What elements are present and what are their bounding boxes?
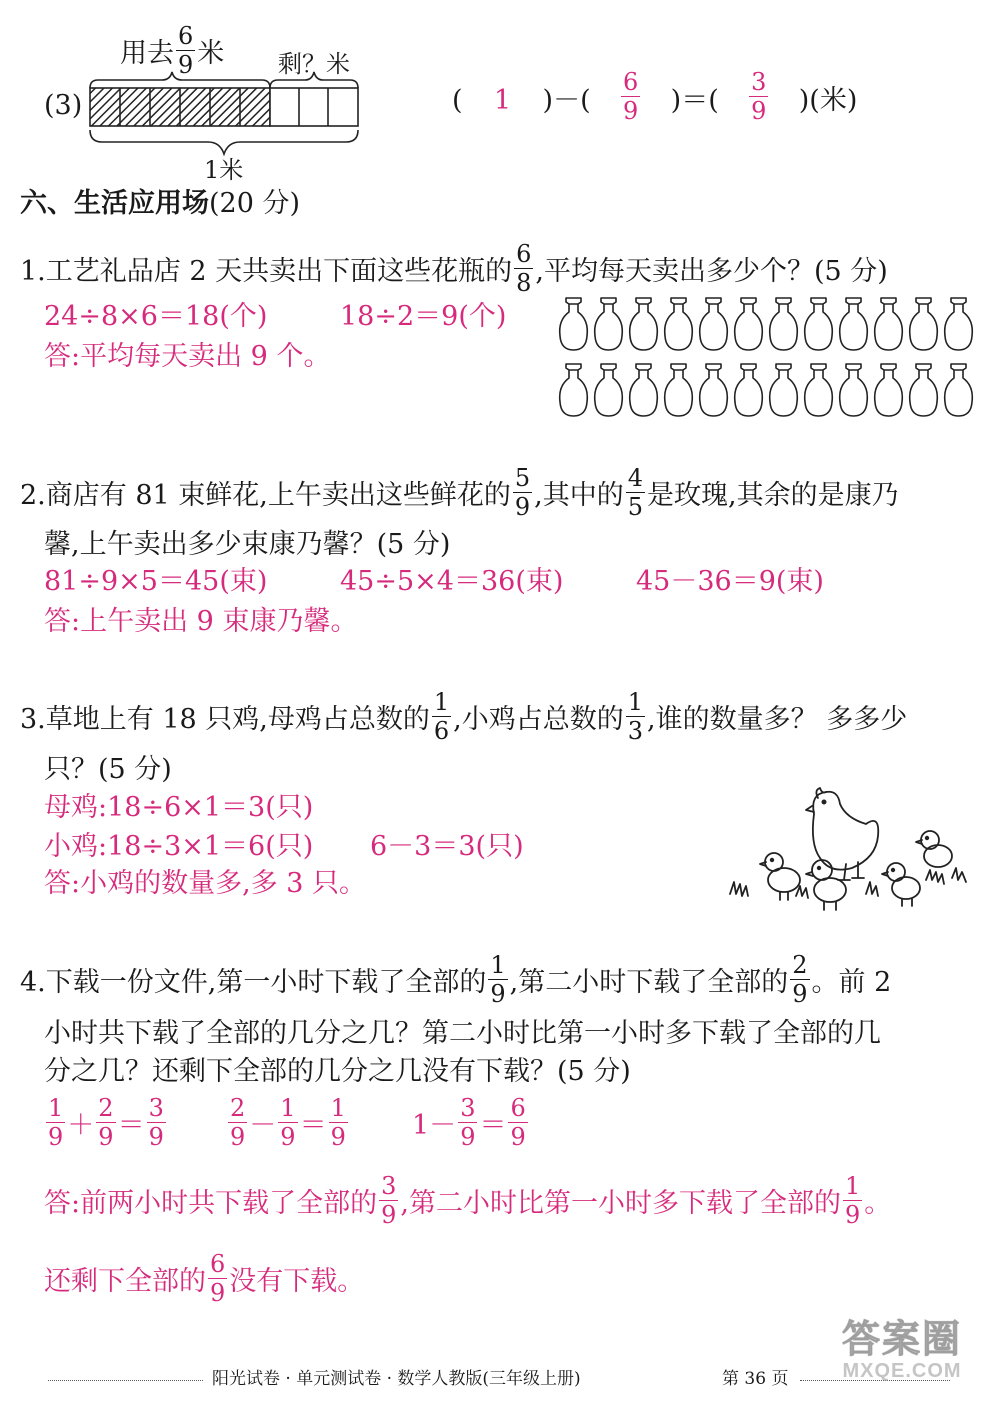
- vase-icon: [766, 296, 801, 352]
- vase-icon: [556, 362, 591, 418]
- vase-icon: [661, 362, 696, 418]
- q2-answer-calc-1: 81÷9×5＝45(束): [44, 566, 268, 597]
- vase-icon: [696, 362, 731, 418]
- vase-icon: [941, 362, 976, 418]
- vase-icon: [906, 296, 941, 352]
- hen-and-chicks-icon: [726, 784, 976, 914]
- vase-icon: [871, 296, 906, 352]
- remain-label: 剩？米: [278, 50, 350, 78]
- vase-icon: [871, 362, 906, 418]
- q3-answer-chick: 小鸡:18÷3×1＝6(只): [44, 831, 314, 862]
- q4-text-line2: 小时共下载了全部的几分之几？第二小时比第一小时多下载了全部的几: [44, 1018, 881, 1049]
- vase-icon: [731, 296, 766, 352]
- q4-text-line3: 分之几？还剩下全部的几分之几没有下载？(5 分): [44, 1056, 631, 1087]
- q4-answer-eq-3: 1－ $\frac{3}{9}$ ＝ $\frac{6}{9}$: [412, 1094, 526, 1151]
- used-brace: [90, 72, 270, 88]
- q1-answer: 答:平均每天卖出 9 个。: [44, 341, 331, 372]
- q1-text: 1.工艺礼品店 2 天共卖出下面这些花瓶的 $\frac{6}{8}$ ,平均每天卖出多少个？(5 分): [20, 240, 888, 297]
- q4-answer-eq-1: $\frac{1}{9}$ ＋ $\frac{2}{9}$ ＝ $\frac{3}{9}$: [48, 1094, 164, 1151]
- vase-icon: [626, 296, 661, 352]
- q1-answer-calc-2: 18÷2＝9(个): [340, 301, 507, 332]
- vase-icon: [906, 362, 941, 418]
- q2-answer-calc-3: 45－36＝9(束): [636, 566, 824, 597]
- remain-brace: [270, 72, 358, 88]
- vase-icon: [766, 362, 801, 418]
- footer-title: 阳光试卷 · 单元测试卷 · 数学人教版(三年级上册): [212, 1369, 581, 1389]
- answer-blank-1: 1: [493, 85, 512, 116]
- q4-answer-line1: 答:前两小时共下载了全部的 $\frac{3}{9}$ ,第二小时比第一小时多下载了全部的 $\frac{1}{9}$ 。: [44, 1172, 892, 1229]
- remain-segments: [270, 88, 358, 126]
- page-number: 第 36 页: [722, 1369, 789, 1389]
- footer-rule-left: [48, 1380, 203, 1381]
- vase-icon: [941, 296, 976, 352]
- section-title: 六、生活应用场(20 分): [20, 188, 301, 219]
- vase-icon: [801, 296, 836, 352]
- vase-icon: [556, 296, 591, 352]
- watermark: 答案圈 MXQE.COM: [842, 1316, 963, 1382]
- diagram-label: (3): [44, 90, 83, 121]
- vase-icon: [836, 362, 871, 418]
- q3-answer: 答:小鸡的数量多,多 3 只。: [44, 868, 367, 899]
- q4-answer-eq-2: $\frac{2}{9}$ － $\frac{1}{9}$ ＝ $\frac{1}{9}$: [230, 1094, 346, 1151]
- vase-icon: [836, 296, 871, 352]
- answer-blank-3: $\frac{3}{9}$: [751, 68, 767, 125]
- q2-answer-calc-2: 45÷5×4＝36(束): [340, 566, 564, 597]
- total-label: 1米: [204, 156, 244, 184]
- vase-icon: [731, 362, 766, 418]
- q1-answer-calc-1: 24÷8×6＝18(个): [44, 301, 268, 332]
- q3-text-line2: 只？(5 分): [44, 754, 172, 785]
- answer-blank-2: $\frac{6}{9}$: [623, 68, 639, 125]
- equation-3: ( 1 ) － ( $\frac{6}{9}$ ) ＝ ( $\frac{3}{9}$ ) (米): [452, 68, 858, 125]
- q3-text-line1: 3.草地上有 18 只鸡,母鸡占总数的 $\frac{1}{6}$ ,小鸡占总数的 $\frac{1}{3}$ ,谁的数量多？ 多多少: [20, 688, 908, 745]
- q4-text-line1: 4.下载一份文件,第一小时下载了全部的 $\frac{1}{9}$ ,第二小时下载了全部的 $\frac{2}{9}$ 。前 2: [20, 951, 892, 1008]
- q2-text-line2: 馨,上午卖出多少束康乃馨？(5 分): [44, 529, 451, 560]
- q3-answer-hen: 母鸡:18÷6×1＝3(只): [44, 792, 314, 823]
- vase-icon: [626, 362, 661, 418]
- total-brace: [90, 130, 358, 154]
- q2-answer: 答:上午卖出 9 束康乃馨。: [44, 606, 358, 637]
- vase-icon: [801, 362, 836, 418]
- vase-grid: [556, 296, 976, 418]
- vase-icon: [661, 296, 696, 352]
- vase-icon: [696, 296, 731, 352]
- q2-text-line1: 2.商店有 81 束鲜花,上午卖出这些鲜花的 $\frac{5}{9}$ ,其中的 $\frac{4}{5}$ 是玫瑰,其余的是康乃: [20, 464, 899, 521]
- used-label: 用去 $\frac{6}{9}$ 米: [120, 22, 225, 79]
- q4-answer-line2: 还剩下全部的 $\frac{6}{9}$ 没有下载。: [44, 1250, 365, 1307]
- q3-answer-diff: 6－3＝3(只): [370, 831, 524, 862]
- vase-icon: [591, 296, 626, 352]
- vase-icon: [591, 362, 626, 418]
